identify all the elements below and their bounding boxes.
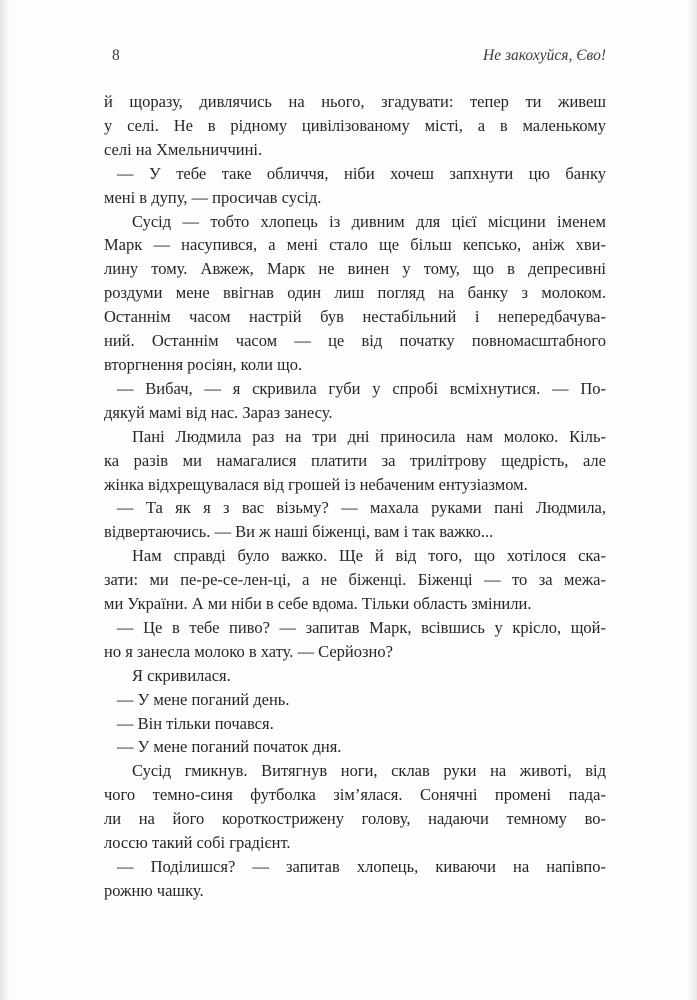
text-line: Останнім часом настрій був нестабільний і непередбачува- <box>104 307 606 327</box>
text-line: рожню чашку. <box>104 880 204 900</box>
paragraph <box>104 855 606 903</box>
paragraph <box>104 735 606 759</box>
page-body <box>104 90 606 903</box>
text-line: Марк — насупився, а мені стало ще більш кепсько, аніж хви- <box>104 235 606 255</box>
text-line: — Вибач, — я скривила губи у спробі всміхнутися. — По- <box>117 378 606 398</box>
text-line: Я скривилася. <box>132 665 231 685</box>
text-line: — Та як я з вас візьму? — махала руками пані Людмила, <box>117 498 606 518</box>
text-line: — Поділишся? — запитав хлопець, киваючи на напівпо- <box>117 857 606 876</box>
text-line: чого темно-синя футболка зім’ялася. Сонячні промені пада- <box>104 785 606 805</box>
text-line: селі на Хмельниччині. <box>104 139 263 159</box>
paragraph <box>104 616 606 664</box>
page-number: 8 <box>112 47 121 64</box>
text-line: ка разів ми намагалися платити за трилітрову щедрість, але <box>104 450 606 470</box>
text-line: ми України. А ми ніби в себе вдома. Тільки область змінили. <box>104 594 532 614</box>
text-line: — Це в тебе пиво? — запитав Марк, всівшись у крісло, щой- <box>117 617 606 637</box>
text-line: вторгнення росіян, коли що. <box>104 354 303 374</box>
text-line: ли на його короткострижену голову, надаючи темному во- <box>104 809 606 829</box>
text-line: ний. Останнім часом — це від початку повномасштабного <box>104 331 606 351</box>
text-line: роздуми мене ввігнав один лиш погляд на банку з молоком. <box>104 283 606 303</box>
text-line: відвертаючись. — Ви ж наші біженці, вам і так важко... <box>104 522 494 542</box>
running-head <box>104 47 606 65</box>
text-line: жінка відхрещувалася від грошей із небаченим ентузіазмом. <box>104 474 528 494</box>
text-line: — У тебе таке обличчя, ніби хочеш запхнути цю банку <box>117 163 606 183</box>
paragraph <box>104 210 606 377</box>
page-left-edge-shadow <box>0 0 10 1000</box>
text-line: Сусід гмикнув. Витягнув ноги, склав руки на животі, від <box>132 761 606 781</box>
text-line: — Він тільки почався. <box>117 713 274 733</box>
paragraph <box>104 544 606 616</box>
text-line: Нам справді було важко. Ще й від того, що хотілося ска- <box>132 546 606 566</box>
text-line: Пані Людмила раз на три дні приносила нам молоко. Кіль- <box>132 426 606 446</box>
paragraph <box>104 425 606 497</box>
text-line: мені в дупу, — просичав сусід. <box>104 187 322 207</box>
paragraph <box>104 496 606 544</box>
text-line: Сусід — тобто хлопець із дивним для цієї місцини іменем <box>132 211 606 231</box>
paragraph <box>104 162 606 210</box>
paragraph <box>104 377 606 425</box>
paragraph <box>104 688 606 712</box>
text-line: лину тому. Авжеж, Марк не винен у тому, що в депресивні <box>104 259 606 279</box>
paragraph <box>104 90 606 162</box>
page-right-edge-shadow <box>687 0 697 1000</box>
text-line: но я занесла молоко в хату. — Серйозно? <box>104 641 393 661</box>
text-line: — У мене поганий день. <box>117 689 290 709</box>
text-line: — У мене поганий початок дня. <box>117 737 342 757</box>
text-line: зати: ми пе-ре-се-лен-ці, а не біженці. Біженці — то за межа- <box>104 570 606 590</box>
running-title: Не закохуйся, Єво! <box>483 47 606 64</box>
text-line: й щоразу, дивлячись на нього, згадувати: тепер ти живеш <box>104 92 606 111</box>
text-line: лоссю такий собі градієнт. <box>104 833 291 853</box>
text-line: у селі. Не в рідному цивілізованому місті, а в маленькому <box>104 115 606 135</box>
paragraph <box>104 664 606 688</box>
paragraph <box>104 759 606 855</box>
text-line: дякуй мамі від нас. Зараз занесу. <box>104 402 333 422</box>
paragraph <box>104 712 606 736</box>
